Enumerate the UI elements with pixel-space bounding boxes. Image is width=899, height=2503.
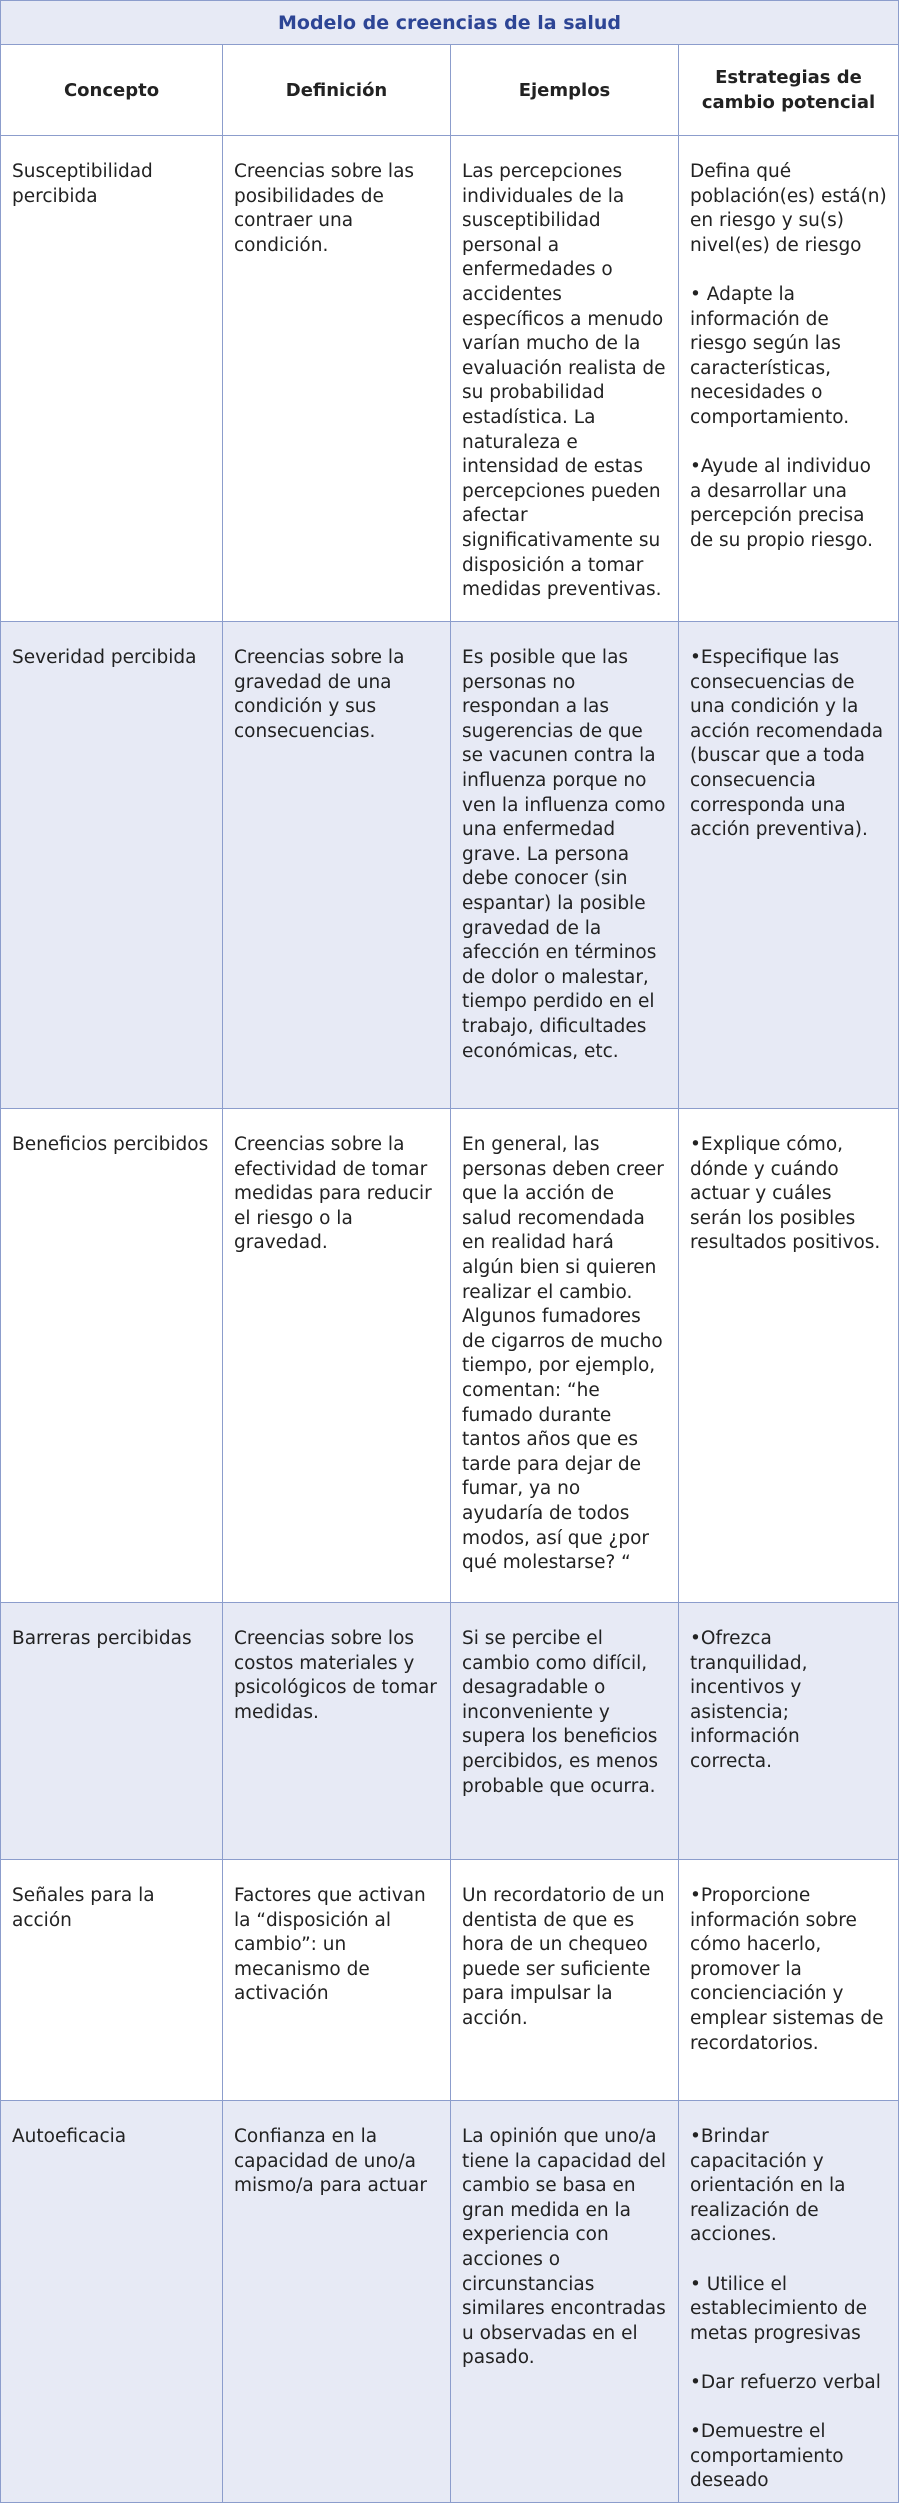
cell-estrategias bbox=[679, 1109, 899, 1603]
table-row bbox=[1, 622, 899, 1109]
strategy-item: •Dar refuerzo verbal bbox=[690, 2371, 881, 2393]
cell-concepto: Severidad percibida bbox=[1, 622, 223, 1109]
header-definicion: Definición bbox=[223, 45, 451, 136]
cell-ejemplos: En general, las personas deben creer que la acción de salud recomendada en realidad hará algún bien si quieren realizar el cambio. Algunos fumadores de cigarros de mucho tiempo, por ejemplo, comentan: “he fumado durante tantos años que es tarde para dejar de fumar, ya no ayudaría de todos modos, así que ¿por qué molestarse? “ bbox=[451, 1109, 679, 1603]
strategy-item: •Proporcione información sobre cómo hacerlo, promover la concienciación y emplear sistemas de recordatorios. bbox=[690, 1885, 884, 2054]
strategy-item: •Explique cómo, dónde y cuándo actuar y cuáles serán los posibles resultados positivos. bbox=[690, 1134, 881, 1254]
cell-concepto: Barreras percibidas bbox=[1, 1603, 223, 1860]
cell-definicion: Creencias sobre la efectividad de tomar medidas para reducir el riesgo o la gravedad. bbox=[223, 1109, 451, 1603]
strategy-item: •Demuestre el comportamiento deseado bbox=[690, 2421, 844, 2492]
strategy-item: •Brindar capacitación y orientación en la realización de acciones. bbox=[690, 2126, 846, 2246]
cell-definicion: Confianza en la capacidad de uno/a mismo/a para actuar bbox=[223, 2101, 451, 2503]
table-title: Modelo de creencias de la salud bbox=[1, 1, 899, 45]
strategy-item: • Utilice el establecimiento de metas progresivas bbox=[690, 2273, 868, 2344]
cell-ejemplos: Si se percibe el cambio como difícil, desagradable o inconveniente y supera los beneficios percibidos, es menos probable que ocurra. bbox=[451, 1603, 679, 1860]
strategy-item: Defina qué población(es) está(n) en riesgo y su(s) nivel(es) de riesgo bbox=[690, 161, 887, 256]
table-row bbox=[1, 1860, 899, 2101]
cell-definicion: Creencias sobre las posibilidades de contraer una condición. bbox=[223, 136, 451, 622]
cell-ejemplos: Las percepciones individuales de la susceptibilidad personal a enfermedades o accidentes específicos a menudo varían mucho de la evaluación realista de su probabilidad estadística. La naturaleza e intensidad de estas percepciones pueden afectar significativamente su disposición a tomar medidas preventivas. bbox=[451, 136, 679, 622]
strategy-item: •Ofrezca tranquilidad, incentivos y asistencia; información correcta. bbox=[690, 1628, 808, 1772]
cell-concepto: Señales para la acción bbox=[1, 1860, 223, 2101]
table-row bbox=[1, 1603, 899, 1860]
cell-ejemplos: La opinión que uno/a tiene la capacidad del cambio se basa en gran medida en la experiencia con acciones o circunstancias similares encontradas u observadas en el pasado. bbox=[451, 2101, 679, 2503]
cell-concepto: Susceptibilidad percibida bbox=[1, 136, 223, 622]
header-estrategias: Estrategias de cambio potencial bbox=[679, 45, 899, 136]
header-concepto: Concepto bbox=[1, 45, 223, 136]
cell-estrategias bbox=[679, 1860, 899, 2101]
cell-definicion: Factores que activan la “disposición al cambio”: un mecanismo de activación bbox=[223, 1860, 451, 2101]
cell-definicion: Creencias sobre la gravedad de una condición y sus consecuencias. bbox=[223, 622, 451, 1109]
strategy-item: •Ayude al individuo a desarrollar una percepción precisa de su propio riesgo. bbox=[690, 456, 873, 551]
table-row bbox=[1, 136, 899, 622]
cell-definicion: Creencias sobre los costos materiales y psicológicos de tomar medidas. bbox=[223, 1603, 451, 1860]
strategy-item: •Especifique las consecuencias de una condición y la acción recomendada (buscar que a toda consecuencia corresponda una acción preventiva). bbox=[690, 647, 884, 841]
cell-estrategias bbox=[679, 136, 899, 622]
cell-estrategias bbox=[679, 622, 899, 1109]
cell-estrategias bbox=[679, 1603, 899, 1860]
table-row bbox=[1, 2101, 899, 2503]
cell-ejemplos: Un recordatorio de un dentista de que es hora de un chequeo puede ser suficiente para impulsar la acción. bbox=[451, 1860, 679, 2101]
cell-concepto: Beneficios percibidos bbox=[1, 1109, 223, 1603]
cell-ejemplos: Es posible que las personas no respondan a las sugerencias de que se vacunen contra la influenza porque no ven la influenza como una enfermedad grave. La persona debe conocer (sin espantar) la posible gravedad de la afección en términos de dolor o malestar, tiempo perdido en el trabajo, dificultades económicas, etc. bbox=[451, 622, 679, 1109]
strategy-item: • Adapte la información de riesgo según las características, necesidades o comportamiento. bbox=[690, 283, 850, 428]
cell-concepto: Autoeficacia bbox=[1, 2101, 223, 2503]
cell-estrategias bbox=[679, 2101, 899, 2503]
table-row bbox=[1, 1109, 899, 1603]
header-ejemplos: Ejemplos bbox=[451, 45, 679, 136]
